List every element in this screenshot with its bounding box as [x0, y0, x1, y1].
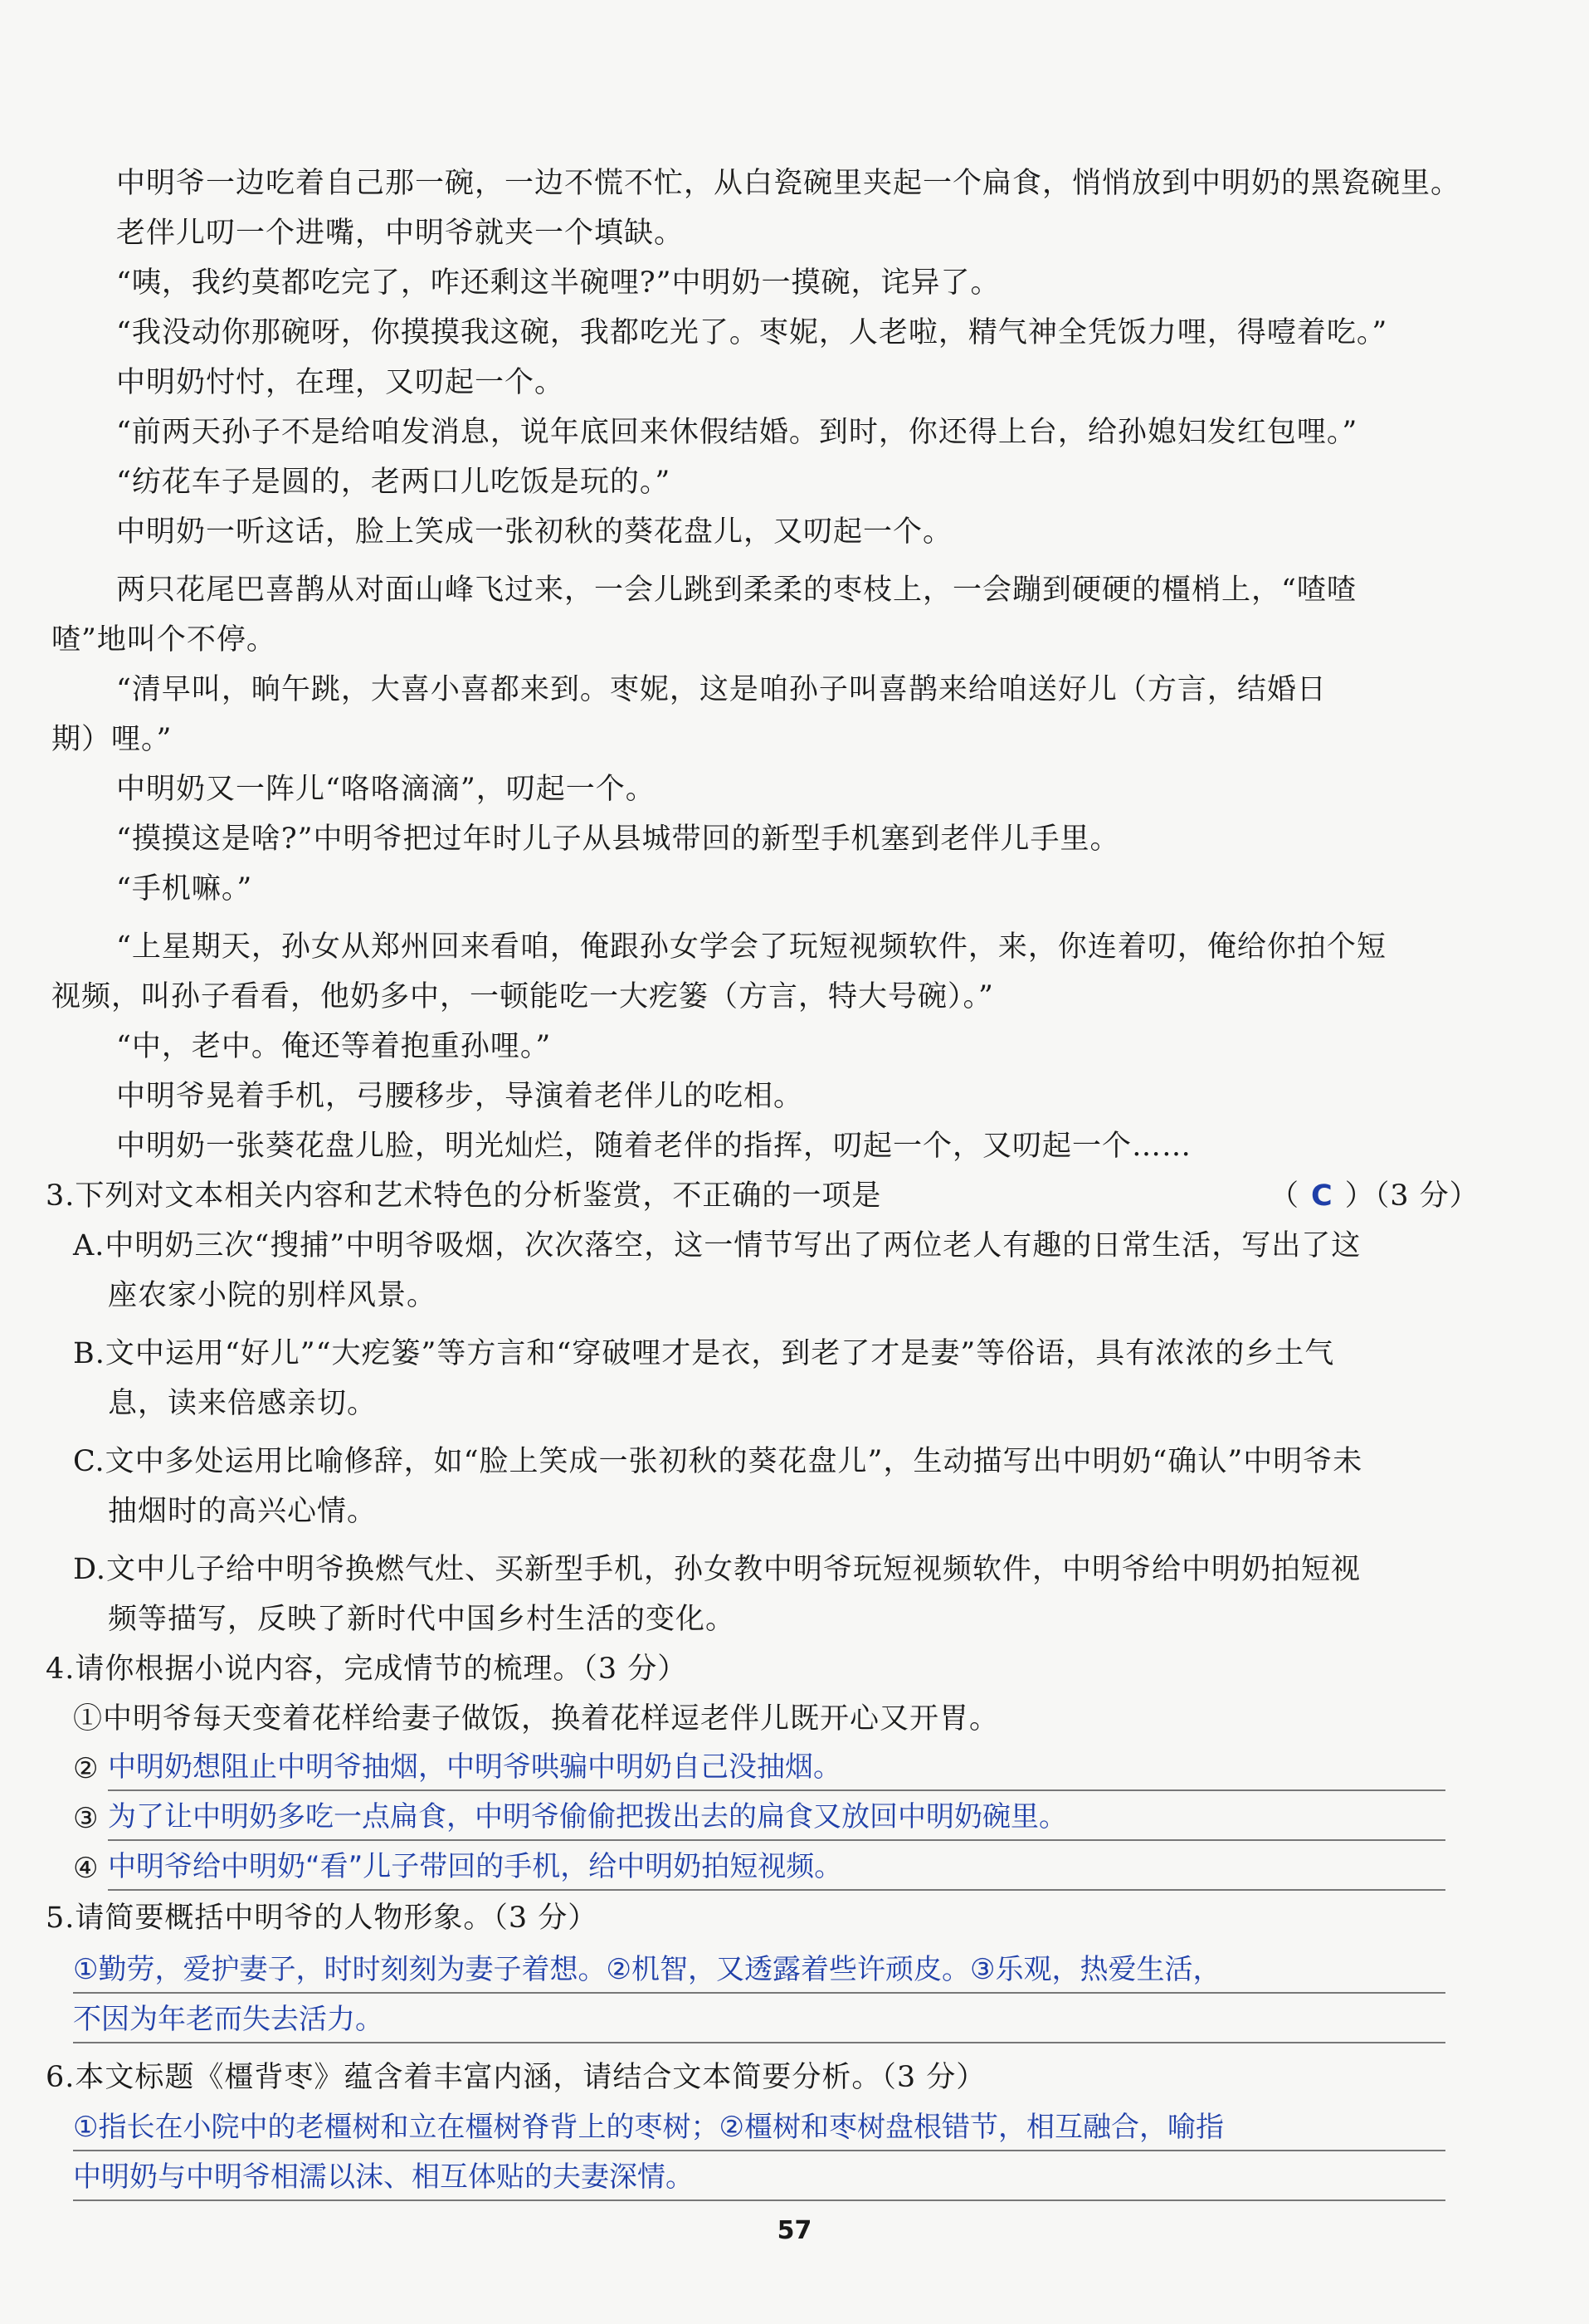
- question-3-answer-bracket: （ C ）（3 分）: [1270, 1179, 1479, 1213]
- question-3-option-d-cont: 频等描写，反映了新时代中国乡村生活的变化。: [108, 1603, 736, 1636]
- question-3-option-b: B.文中运用“好儿”“大疙篓”等方言和“穿破哩才是衣，到老了才是妻”等俗语，具有浓浓的乡土气: [73, 1337, 1335, 1370]
- story-paragraph: 中明奶又一阵儿“咯咯滴滴”，叨起一个。: [116, 773, 656, 806]
- story-paragraph: “前两天孙子不是给咱发消息，说年底回来休假结婚。到时，你还得上台，给孙媳妇发红包哩。”: [116, 416, 1358, 449]
- story-paragraph: 中明奶忖忖，在理，又叨起一个。: [116, 366, 565, 399]
- story-paragraph: 中明爷一边吃着自己那一碗，一边不慌不忙，从白瓷碗里夹起一个扁食，悄悄放到中明奶的黑瓷碗里。: [116, 167, 1461, 200]
- question-6-stem: 6.本文标题《橿背枣》蕴含着丰富内涵，请结合文本简要分析。（3 分）: [46, 2061, 987, 2094]
- story-paragraph-cont: 喳”地叫个不停。: [51, 623, 276, 657]
- story-paragraph: “上星期天，孙女从郑州回来看咱，俺跟孙女学会了玩短视频软件，来，你连着叨，俺给你拍个短: [116, 930, 1387, 964]
- answer-line: [73, 1992, 1445, 1994]
- question-3-option-c-cont: 抽烟时的高兴心情。: [108, 1495, 378, 1528]
- question-6-answer-line-2: 中明奶与中明爷相濡以沫、相互体贴的夫妻深情。: [73, 2160, 694, 2194]
- question-6-answer-line-1: ①指长在小院中的老橿树和立在橿树脊背上的枣树；②橿树和枣树盘根错节，相互融合，喻指: [73, 2111, 1224, 2144]
- question-4-answer-3: 为了让中明奶多吃一点扁食，中明爷偷偷把拨出去的扁食又放回中明奶碗里。: [108, 1800, 1067, 1833]
- answer-line: [73, 2150, 1445, 2151]
- question-4-item-number: ②: [73, 1752, 99, 1785]
- page-number: 57: [777, 2216, 812, 2245]
- answer-line: [108, 1839, 1445, 1841]
- answer-line: [108, 1789, 1445, 1791]
- question-5-stem: 5.请简要概括中明爷的人物形象。（3 分）: [46, 1902, 598, 1935]
- question-3-option-b-cont: 息，读来倍感亲切。: [108, 1387, 378, 1420]
- story-paragraph: 两只花尾巴喜鹊从对面山峰飞过来，一会儿跳到柔柔的枣枝上，一会蹦到硬硬的橿梢上，“喳喳: [116, 574, 1357, 607]
- question-3-answer: C: [1311, 1179, 1333, 1213]
- story-paragraph: “手机嘛。”: [116, 872, 253, 906]
- question-4-answer-2: 中明奶想阻止中明爷抽烟，中明爷哄骗中明奶自己没抽烟。: [108, 1750, 841, 1784]
- question-3-option-c: C.文中多处运用比喻修辞，如“脸上笑成一张初秋的葵花盘儿”，生动描写出中明奶“确认”中明爷未: [73, 1445, 1363, 1478]
- question-4-item-number: ③: [73, 1802, 99, 1835]
- story-paragraph: 老伴儿叨一个进嘴，中明爷就夹一个填缺。: [116, 217, 685, 250]
- question-4-answer-4: 中明爷给中明奶“看”儿子带回的手机，给中明奶拍短视频。: [108, 1850, 843, 1883]
- story-paragraph: “清早叫，晌午跳，大喜小喜都来到。枣妮，这是咱孙子叫喜鹊来给咱送好儿（方言，结婚日: [116, 673, 1327, 706]
- question-3-stem: 3.下列对文本相关内容和艺术特色的分析鉴赏，不正确的一项是: [46, 1179, 882, 1213]
- story-paragraph: 中明爷晃着手机，弓腰移步，导演着老伴儿的吃相。: [116, 1080, 804, 1113]
- question-3-option-a-cont: 座农家小院的别样风景。: [108, 1279, 437, 1312]
- question-4-item-number: ④: [73, 1852, 99, 1885]
- story-paragraph: “我没动你那碗呀，你摸摸我这碗，我都吃光了。枣妮，人老啦，精气神全凭饭力哩，得噎着吃。”: [116, 316, 1388, 349]
- story-paragraph: “中，老中。俺还等着抱重孙哩。”: [116, 1030, 552, 1063]
- story-paragraph: “摸摸这是啥?”中明爷把过年时儿子从县城带回的新型手机塞到老伴儿手里。: [116, 823, 1120, 856]
- question-3-option-d: D.文中儿子给中明爷换燃气灶、买新型手机，孙女教中明爷玩短视频软件，中明爷给中明奶拍短视: [73, 1553, 1361, 1586]
- question-3-option-a: A.中明奶三次“搜捕”中明爷吸烟，次次落空，这一情节写出了两位老人有趣的日常生活，写出了这: [73, 1229, 1362, 1262]
- story-paragraph: “咦，我约莫都吃完了，咋还剩这半碗哩?”中明奶一摸碗，诧异了。: [116, 266, 1001, 300]
- answer-line: [73, 2200, 1445, 2201]
- question-5-answer-line-2: 不因为年老而失去活力。: [73, 2003, 383, 2036]
- story-paragraph-cont: 视频，叫孙子看看，他奶多中，一顿能吃一大疙篓（方言，特大号碗）。”: [51, 980, 994, 1013]
- story-paragraph-cont: 期）哩。”: [51, 723, 173, 756]
- answer-line: [108, 1889, 1445, 1891]
- question-4-stem: 4.请你根据小说内容，完成情节的梳理。（3 分）: [46, 1653, 688, 1686]
- answer-line: [73, 2042, 1445, 2043]
- question-5-answer-line-1: ①勤劳，爱护妻子，时时刻刻为妻子着想。②机智，又透露着些许顽皮。③乐观，热爱生活，: [73, 1953, 1221, 1986]
- story-paragraph: “纺花车子是圆的，老两口儿吃饭是玩的。”: [116, 466, 671, 499]
- story-paragraph: 中明奶一听这话，脸上笑成一张初秋的葵花盘儿，又叨起一个。: [116, 515, 953, 549]
- story-paragraph: 中明奶一张葵花盘儿脸，明光灿烂，随着老伴的指挥，叨起一个，又叨起一个……: [116, 1130, 1192, 1163]
- question-4-given-item: ①中明爷每天变着花样给妻子做饭，换着花样逗老伴儿既开心又开胃。: [73, 1702, 1000, 1736]
